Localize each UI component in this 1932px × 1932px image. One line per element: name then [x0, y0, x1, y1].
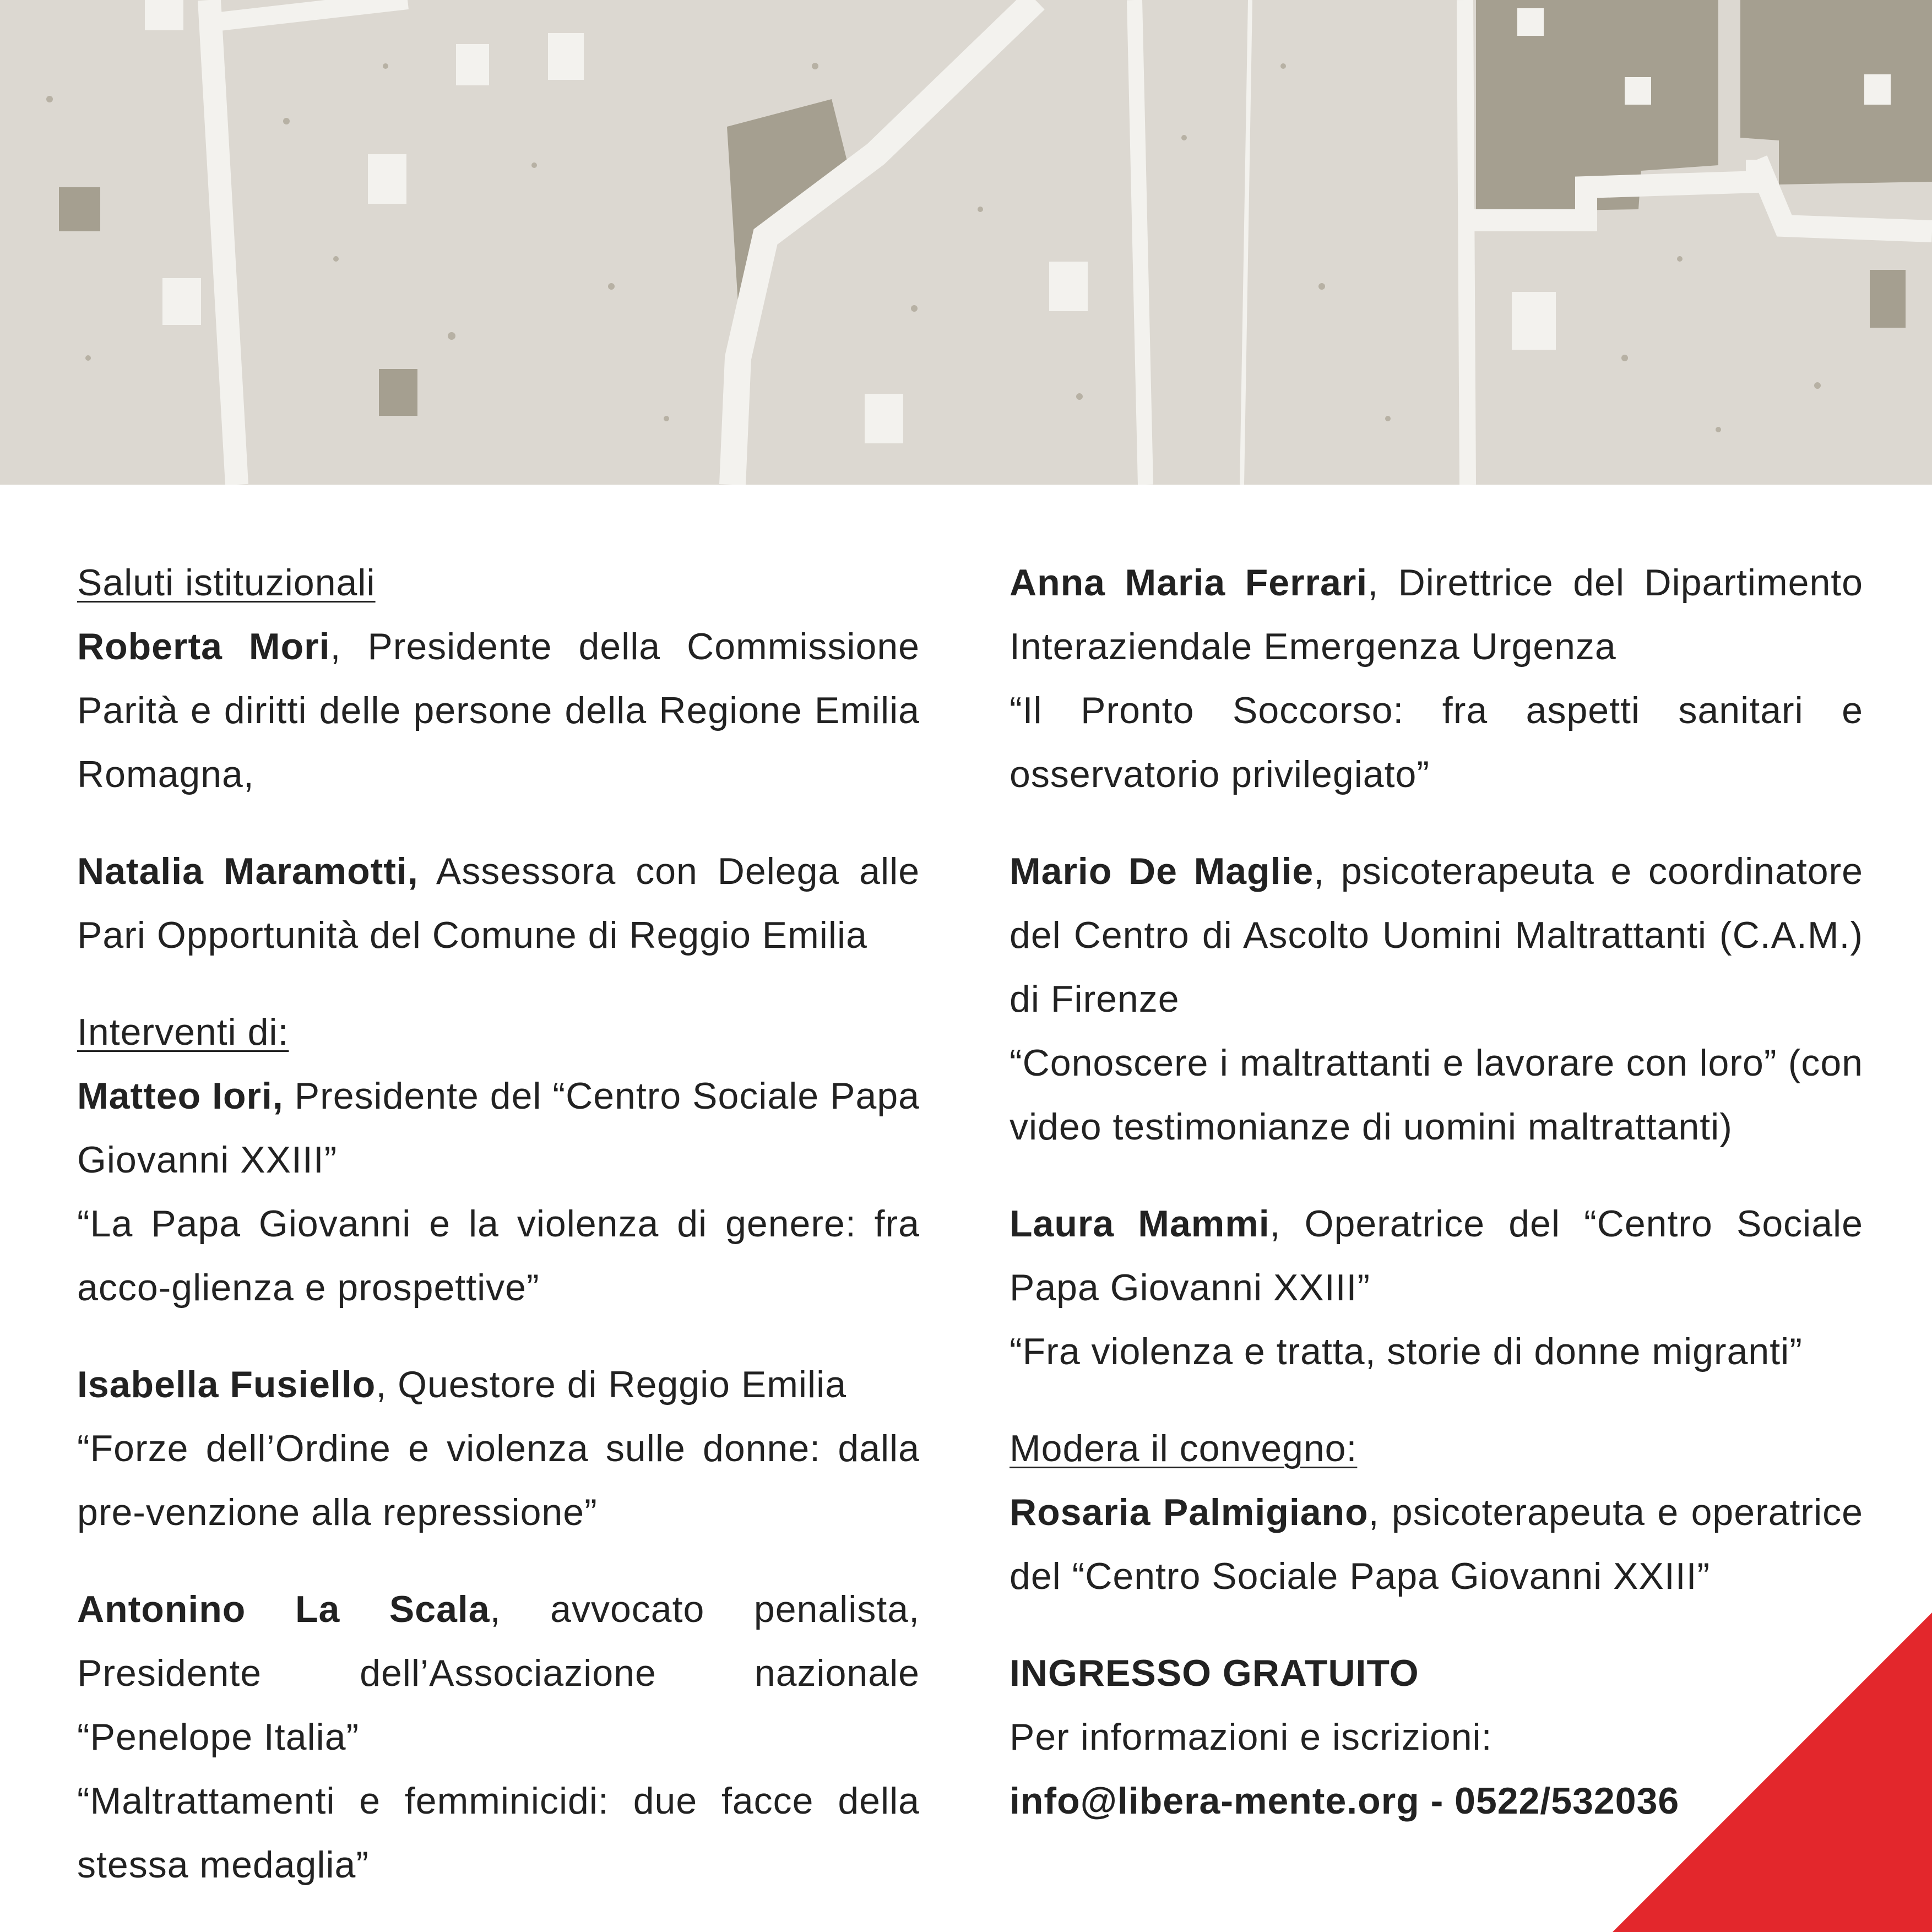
- speaker-name: Isabella Fusiello: [77, 1364, 376, 1405]
- talk-title: “Maltrattamenti e femminicidi: due facce della stessa medaglia”: [77, 1780, 920, 1886]
- speaker-name: Anna Maria Ferrari: [1010, 562, 1368, 604]
- ingresso-gratuito: INGRESSO GRATUITO: [1010, 1652, 1419, 1694]
- speaker-role: Assessora con Delega alle Pari Opportunità del Comune di Reggio Emilia: [77, 850, 920, 956]
- speaker-name: Laura Mammi: [1010, 1203, 1270, 1245]
- speaker-role: , avvocato penalista, Presidente dell’Associazione nazionale “Penelope Italia”: [77, 1588, 920, 1758]
- speaker-role: , Operatrice del “Centro Sociale Papa Giovanni XXIII”: [1010, 1203, 1863, 1309]
- speaker-role: , psicoterapeuta e coordinatore del Centro di Ascolto Uomini Maltrattanti (C.A.M.) di Firenze: [1010, 850, 1863, 1020]
- info-label: Per informazioni e iscrizioni:: [1010, 1716, 1493, 1758]
- speaker-role: , Presidente della Commissione Parità e diritti delle persone della Regione Emilia Romagna,: [77, 626, 920, 795]
- talk-title: “Forze dell’Ordine e violenza sulle donne: dalla pre-venzione alla repressione”: [77, 1428, 920, 1533]
- speaker-role: , Direttrice del Dipartimento Interaziendale Emergenza Urgenza: [1010, 562, 1863, 667]
- speaker-role: Presidente del “Centro Sociale Papa Giovanni XXIII”: [77, 1075, 920, 1181]
- speaker-roberta-mori: [77, 615, 920, 806]
- speaker-name: Natalia Maramotti,: [77, 850, 419, 892]
- speaker-antonino-la-scala: [77, 1577, 920, 1769]
- speaker-matteo-iori: [77, 1064, 920, 1192]
- talk-title: “Conoscere i maltrattanti e lavorare con loro” (con video testimonianze di uomini maltrattanti): [1010, 1042, 1863, 1148]
- speaker-name: Matteo Iori,: [77, 1075, 284, 1117]
- speaker-name: Antonino La Scala: [77, 1588, 490, 1630]
- speaker-name: Roberta Mori: [77, 626, 330, 667]
- contact-info: info@libera-mente.org - 0522/532036: [1010, 1780, 1680, 1822]
- speaker-role: , psicoterapeuta e operatrice del “Centro Sociale Papa Giovanni XXIII”: [1010, 1491, 1863, 1597]
- talk-title: “Fra violenza e tratta, storie di donne migranti”: [1010, 1331, 1803, 1372]
- speaker-mario-de-maglie: [1010, 839, 1863, 1031]
- talk-title: “La Papa Giovanni e la violenza di genere: fra acco-glienza e prospettive”: [77, 1203, 920, 1309]
- red-corner-triangle: [1613, 1613, 1932, 1932]
- moderator-rosaria-palmigiano: [1010, 1480, 1863, 1608]
- speaker-natalia-maramotti: [77, 839, 920, 967]
- speaker-role: , Questore di Reggio Emilia: [376, 1364, 847, 1405]
- speaker-name: Rosaria Palmigiano: [1010, 1491, 1369, 1533]
- saluti-heading: Saluti istituzionali: [77, 562, 376, 604]
- modera-heading: Modera il convegno:: [1010, 1428, 1358, 1469]
- map-illustration: [0, 0, 1932, 485]
- speaker-laura-mammi: [1010, 1192, 1863, 1320]
- interventi-heading: Interventi di:: [77, 1011, 289, 1053]
- left-column: [77, 551, 920, 1897]
- speaker-anna-maria-ferrari: [1010, 551, 1863, 679]
- speaker-isabella-fusiello: [77, 1353, 920, 1417]
- map-banner: [0, 0, 1932, 485]
- talk-title: “Il Pronto Soccorso: fra aspetti sanitari e osservatorio privilegiato”: [1010, 690, 1863, 795]
- speaker-name: Mario De Maglie: [1010, 850, 1314, 892]
